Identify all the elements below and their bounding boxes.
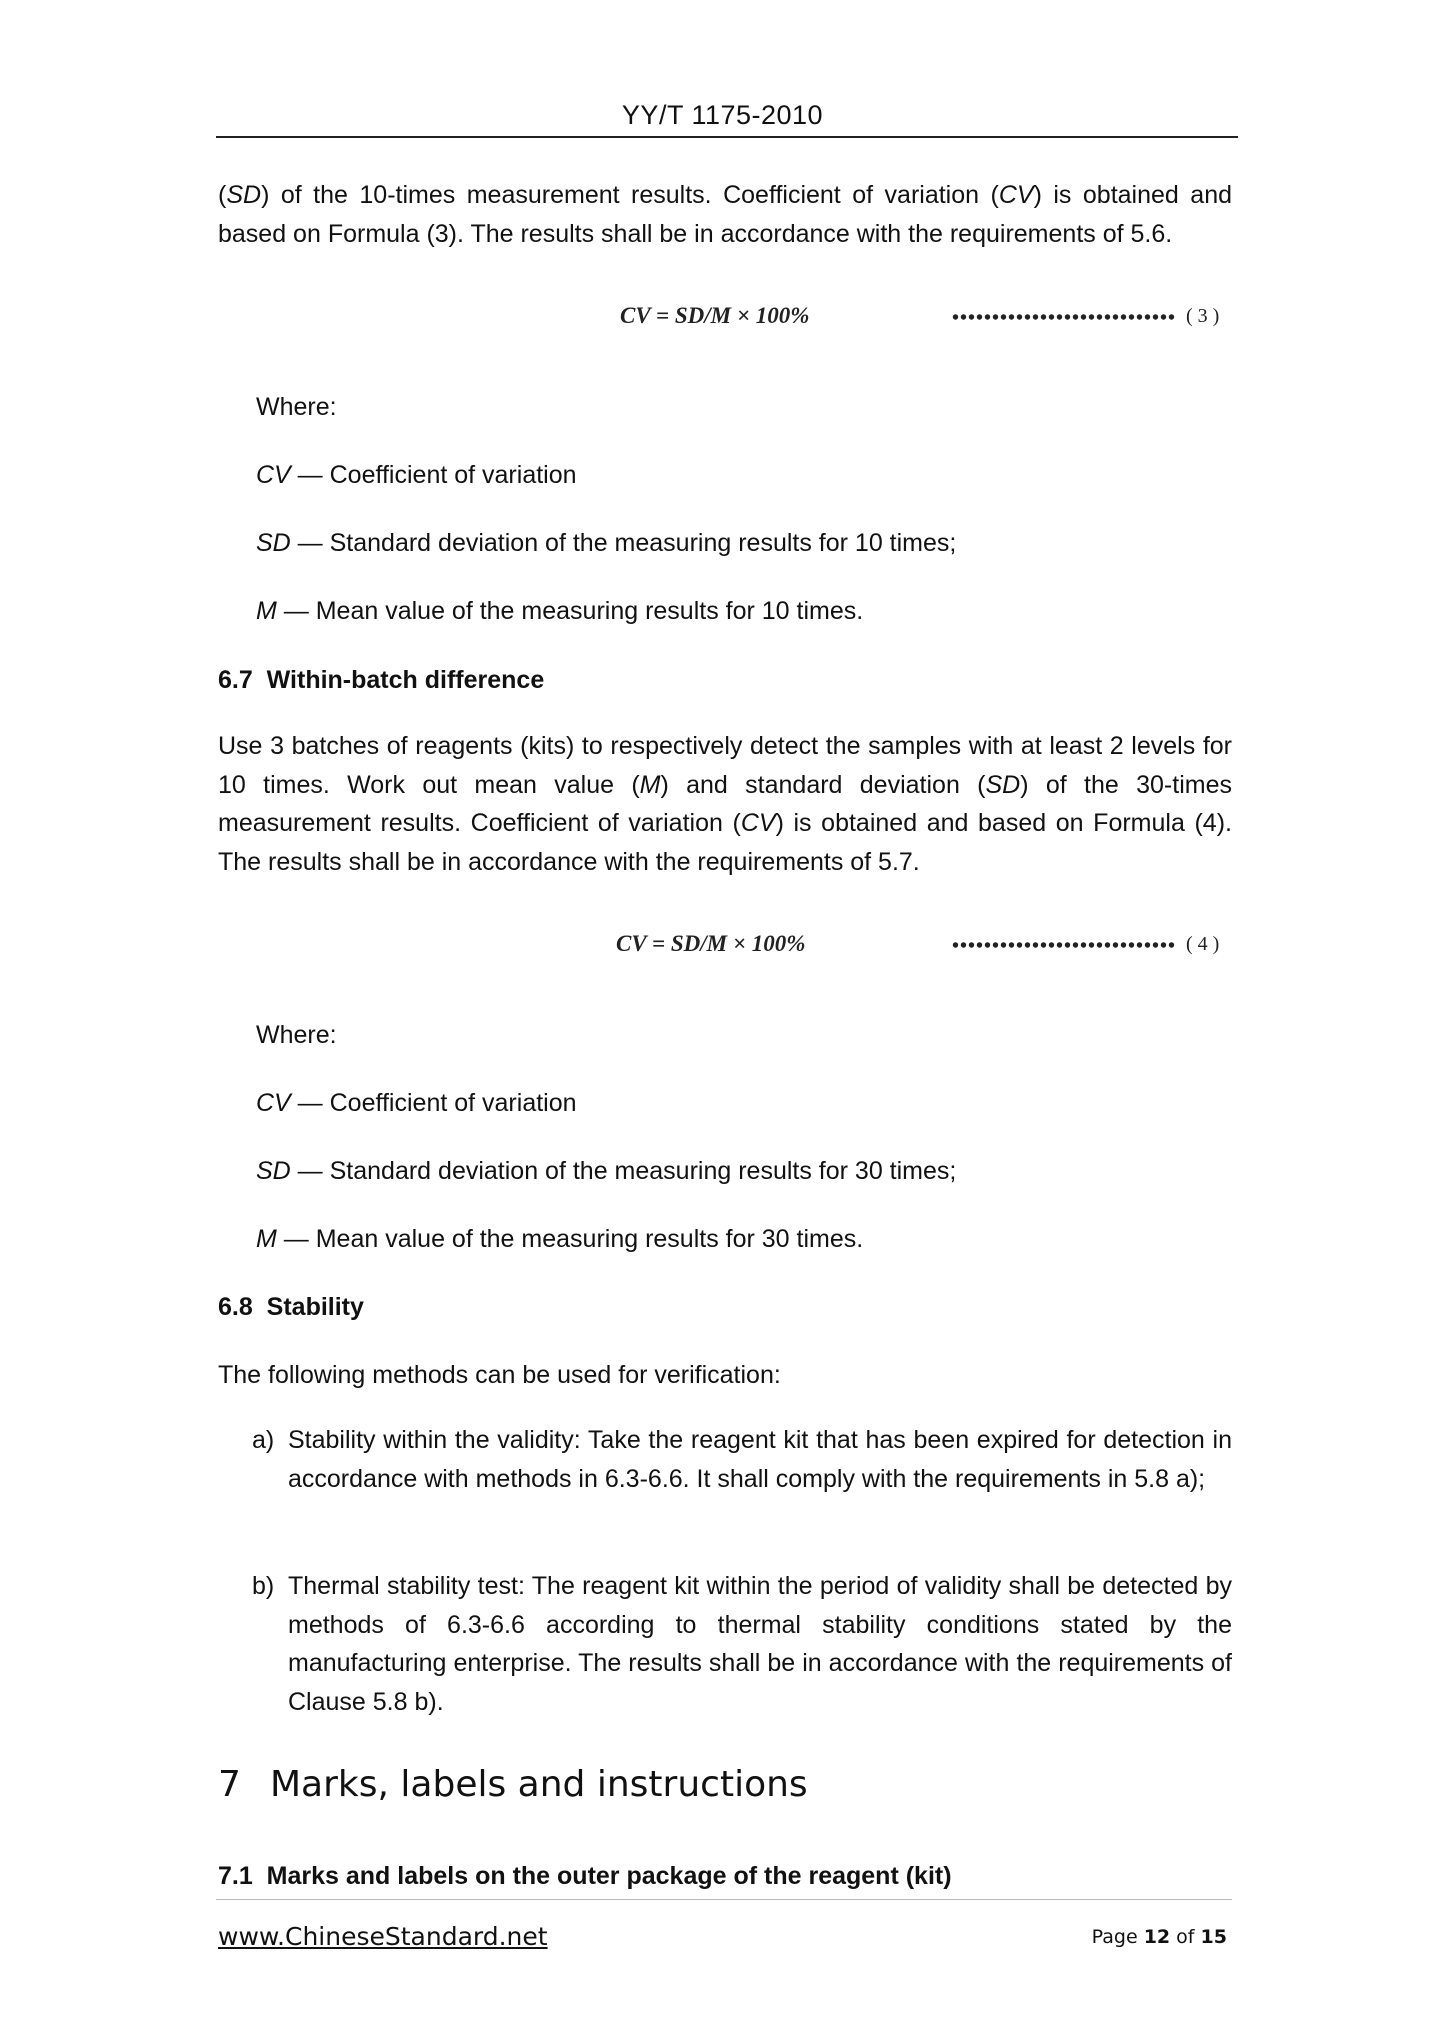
chapter-7-heading: 7 Marks, labels and instructions [218,1764,808,1805]
section-6-8-heading: 6.8 Stability [218,1293,364,1321]
definition-sd: SD — Standard deviation of the measuring results for 10 times; [256,529,957,557]
where-label: Where: [256,393,337,421]
definition-sd: SD — Standard deviation of the measuring results for 30 times; [256,1157,957,1185]
footer-rule [216,1899,1232,1900]
list-item-text: Stability within the validity: Take the reagent kit that has been expired for detection in accordance with methods in 6.3-6.6. It shall comply with the requirements in 5.8 a); [288,1426,1232,1493]
intro-paragraph: (SD) of the 10-times measurement results. Coefficient of variation (CV) is obtained and based on Formula (3). The results shall be in accordance with the requirements of 5.6. [218,181,1232,248]
formula-4-expression: CV = SD/M × 100% [616,931,806,956]
footer-page-number: Page 12 of 15 [1091,1926,1227,1948]
cv-symbol: CV [998,181,1034,209]
list-marker: b) [252,1572,275,1600]
footer-website-link[interactable]: www.ChineseStandard.net [218,1922,548,1951]
intro-text-2: ) is obtained and based on Formula (3). The results shall be in accordance with the requirements of 5.6. [218,181,1232,248]
formula-3-leader-dots: •••••••••••••••••••••••••••• [952,307,1177,329]
section-6-7-paragraph: Use 3 batches of reagents (kits) to respectively detect the samples with at least 2 levels for 10 times. Work out mean value (M) and standard deviation (SD) of the 30-times measurement results. Coefficient of variation (CV) is obtained and based on Formula (4). The results shall be in accordance with the requirements of 5.7. [218,732,1232,876]
section-6-7-heading: 6.7 Within-batch difference [218,666,545,694]
definition-m: M — Mean value of the measuring results for 10 times. [256,597,864,625]
formula-4-number: ( 4 ) [1186,933,1220,955]
formula-3-expression: CV = SD/M × 100% [620,303,810,328]
formula-3-number: ( 3 ) [1186,305,1220,327]
where-label: Where: [256,1021,337,1049]
list-item-text: Thermal stability test: The reagent kit within the period of validity shall be detected by methods of 6.3-6.6 according to thermal stability conditions stated by the manufacturing enterprise. The results shall be in accordance with the requirements of Clause 5.8 b). [288,1572,1232,1716]
definition-cv: CV — Coefficient of variation [256,461,577,489]
list-item [252,1421,1232,1498]
sd-symbol: SD [226,181,262,209]
definition-m: M — Mean value of the measuring results for 30 times. [256,1225,864,1253]
formula-4-leader-dots: •••••••••••••••••••••••••••• [952,935,1177,957]
header-title: YY/T 1175-2010 [621,100,824,130]
definition-cv: CV — Coefficient of variation [256,1089,577,1117]
intro-text-1: ) of the 10-times measurement results. Coefficient of variation ( [261,181,999,209]
section-6-8-intro: The following methods can be used for verification: [218,1361,781,1389]
list-marker: a) [252,1426,275,1454]
section-7-1-heading: 7.1 Marks and labels on the outer package of the reagent (kit) [218,1862,952,1890]
list-item [252,1567,1232,1721]
header-rule [216,136,1238,138]
